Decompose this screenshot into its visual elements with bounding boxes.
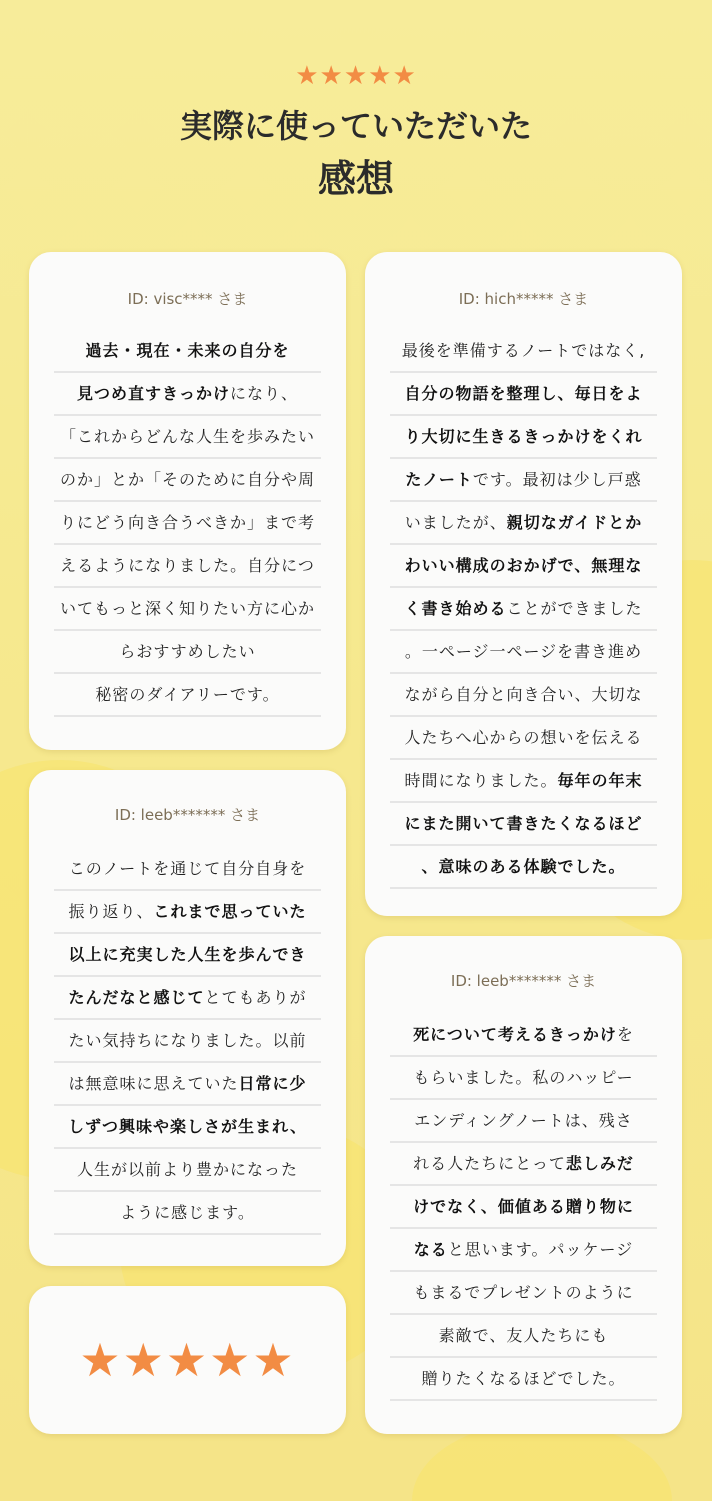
reviewer-id: ID: leeb******* さま xyxy=(114,806,261,824)
review-line xyxy=(390,631,657,674)
review-text-regular: は無意味に思えていた xyxy=(68,1074,239,1093)
review-text-regular: 人生が以前より豊かになった xyxy=(76,1160,298,1179)
review-line xyxy=(390,1229,657,1272)
review-text-bold: にまた開いて書きたくなるほど xyxy=(404,814,643,833)
review-text-regular: 最後を準備するノートではなく, xyxy=(401,341,646,360)
review-line xyxy=(54,1020,321,1063)
review-text-regular: 時間になりました。 xyxy=(404,771,558,790)
review-line xyxy=(390,1143,657,1186)
review-line xyxy=(390,803,657,846)
review-text-regular: になり、 xyxy=(230,384,299,403)
review-line xyxy=(390,760,657,803)
review-text-regular: とてもありが xyxy=(204,988,307,1007)
review-text-bold: 日常に少 xyxy=(238,1074,307,1093)
reviewer-id: ID: leeb******* さま xyxy=(450,972,597,990)
review-line xyxy=(54,330,321,373)
review-text xyxy=(54,848,321,1235)
review-line xyxy=(390,717,657,760)
review-text-regular: を xyxy=(616,1025,634,1044)
page-header xyxy=(0,60,712,204)
review-line xyxy=(390,502,657,545)
review-line xyxy=(54,848,321,891)
review-text-regular: いましたが、 xyxy=(404,513,507,532)
review-text-regular: もまるでプレゼントのように xyxy=(413,1283,634,1302)
review-text-bold: 悲しみだ xyxy=(565,1154,634,1173)
review-line xyxy=(390,1186,657,1229)
page-title-line1: 実際に使っていただいた xyxy=(179,107,532,145)
review-text-bold: なる xyxy=(413,1240,448,1259)
review-text-bold: 自分の物語を整理し、毎日をよ xyxy=(404,384,643,403)
review-line xyxy=(54,1192,321,1235)
review-line xyxy=(54,588,321,631)
review-text-bold: 見つめ直すきっかけ xyxy=(76,384,230,403)
review-text-regular: です。最初は少し戸惑 xyxy=(472,470,642,489)
review-line xyxy=(54,1063,321,1106)
review-text-regular: もらいました。私のハッピー xyxy=(413,1068,634,1087)
review-line xyxy=(390,1358,657,1401)
review-line xyxy=(390,1014,657,1057)
reviewer-id: ID: visc**** さま xyxy=(127,290,248,308)
review-text-regular: えるようになりました。自分につ xyxy=(60,556,315,575)
review-text-bold: 過去・現在・未来の自分を xyxy=(85,341,290,360)
review-text-regular: らおすすめしたい xyxy=(119,642,256,661)
review-text-bold: り大切に生きるきっかけをくれ xyxy=(404,427,643,446)
review-line xyxy=(54,502,321,545)
review-line xyxy=(390,846,657,889)
star-rating-icon: ★★★★★ xyxy=(79,1333,296,1387)
review-line xyxy=(390,674,657,717)
review-line xyxy=(390,459,657,502)
review-line xyxy=(390,1057,657,1100)
review-text-bold: 死について考えるきっかけ xyxy=(413,1025,617,1044)
review-text-bold: 毎年の年末 xyxy=(557,771,643,790)
review-line xyxy=(390,545,657,588)
review-text-bold: これまで思っていた xyxy=(153,902,307,921)
review-text-regular: 「これからどんな人生を歩みたい xyxy=(59,427,315,446)
review-line xyxy=(54,631,321,674)
review-text-regular: 振り返り、 xyxy=(68,902,154,921)
review-text-regular: このノートを通じて自分自身を xyxy=(68,859,307,878)
review-text-regular: エンディングノートは、残さ xyxy=(414,1111,633,1130)
review-text-regular: 秘密のダイアリーです。 xyxy=(95,685,280,704)
review-text-regular: と思います。パッケージ xyxy=(447,1240,634,1259)
review-text xyxy=(54,330,321,717)
review-line xyxy=(390,588,657,631)
review-line xyxy=(54,1106,321,1149)
review-card-hich xyxy=(365,252,682,916)
review-line xyxy=(54,934,321,977)
review-text-bold: たんだなと感じて xyxy=(68,988,205,1007)
review-line xyxy=(390,416,657,459)
star-rating-icon: ★★★★★ xyxy=(295,61,417,91)
review-text-bold: わいい構成のおかげで、無理な xyxy=(404,556,643,575)
review-text-regular: ながら自分と向き合い、大切な xyxy=(404,685,643,704)
review-line xyxy=(54,674,321,717)
review-text-regular: 贈りたくなるほどでした。 xyxy=(421,1369,626,1388)
review-text-bold: 、意味のある体験でした。 xyxy=(421,857,626,876)
rating-card xyxy=(29,1286,346,1434)
review-line xyxy=(390,1315,657,1358)
review-text-regular: 素敵で、友人たちにも xyxy=(438,1326,609,1345)
review-line xyxy=(54,1149,321,1192)
review-text-regular: ように感じます。 xyxy=(120,1203,255,1222)
review-text-regular: ことができました xyxy=(506,599,643,618)
review-text-regular: れる人たちにとって xyxy=(413,1154,566,1173)
review-line xyxy=(390,1272,657,1315)
review-line xyxy=(54,891,321,934)
review-text xyxy=(390,1014,657,1401)
review-text-bold: しずつ興味や楽しさが生まれ、 xyxy=(68,1117,307,1136)
review-text-bold: 以上に充実した人生を歩んでき xyxy=(68,945,307,964)
review-text xyxy=(390,330,657,889)
review-card-leeb-1 xyxy=(29,770,346,1266)
review-text-bold: たノート xyxy=(405,470,473,489)
review-text-regular: 。一ページ一ページを書き進め xyxy=(404,642,643,661)
review-line xyxy=(390,373,657,416)
page-title-line2: 感想 xyxy=(317,157,394,201)
review-card-leeb-2 xyxy=(365,936,682,1434)
reviewer-id: ID: hich***** さま xyxy=(458,290,589,308)
review-card-visc xyxy=(29,252,346,750)
review-line xyxy=(54,545,321,588)
review-line xyxy=(390,1100,657,1143)
review-line xyxy=(390,330,657,373)
review-text-bold: く書き始める xyxy=(404,599,507,618)
review-text-regular: たい気持ちになりました。以前 xyxy=(68,1031,307,1050)
review-text-regular: のか」とか「そのために自分や周 xyxy=(59,470,315,489)
review-line xyxy=(54,459,321,502)
review-line xyxy=(54,416,321,459)
review-line xyxy=(54,373,321,416)
review-text-regular: 人たちへ心からの想いを伝える xyxy=(404,728,643,747)
review-line xyxy=(54,977,321,1020)
review-text-regular: いてもっと深く知りたい方に心か xyxy=(59,599,315,618)
review-text-bold: 親切なガイドとか xyxy=(506,513,643,532)
review-text-regular: りにどう向き合うべきか」まで考 xyxy=(59,513,315,532)
review-text-bold: けでなく、価値ある贈り物に xyxy=(413,1197,634,1216)
